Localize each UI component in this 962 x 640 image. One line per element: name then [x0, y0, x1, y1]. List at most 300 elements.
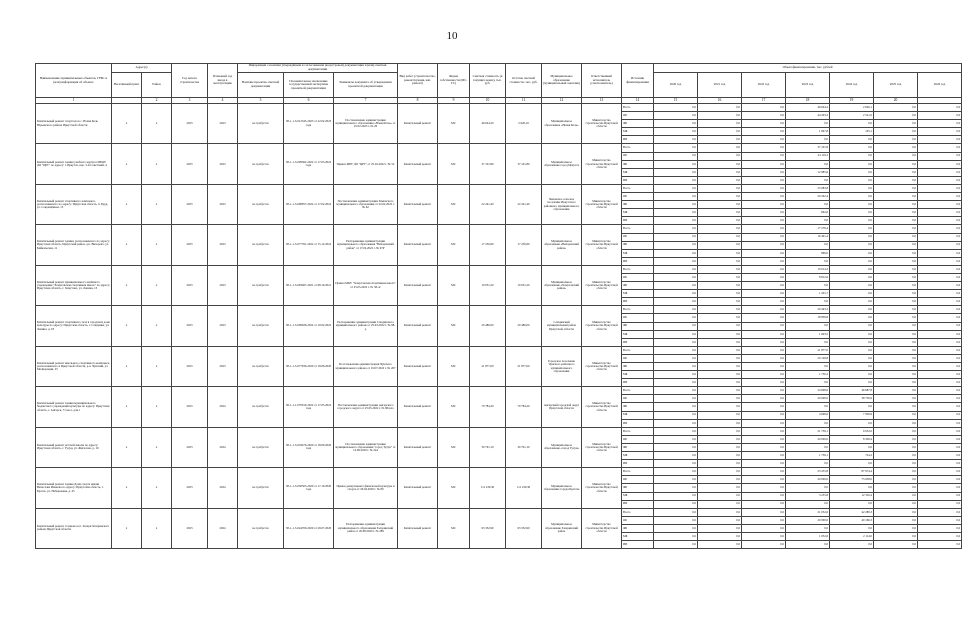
funding-value: 0,0	[698, 322, 742, 330]
funding-value: 0,0	[874, 435, 918, 443]
object-customer: Муниципальное образование «город Тулун»	[542, 427, 582, 467]
funding-value: 0,0	[654, 233, 698, 241]
funding-value: 1 847,8	[786, 128, 830, 136]
object-locality: х	[112, 184, 142, 224]
funding-value: 0,0	[698, 338, 742, 346]
object-approval-doc: Постановление администрации Зимовского муниципального образования от 22.02.2022 г. № 62	[334, 184, 398, 224]
funding-value: 0,0	[698, 306, 742, 314]
funding-value: 0,0	[918, 322, 962, 330]
object-year-start: 2023	[172, 144, 208, 184]
funding-value: 0,0	[830, 403, 874, 411]
object-customer: Муниципальное образование города Братска	[542, 468, 582, 508]
header-remaining: Остаток сметной стоимости, тыс. руб.	[506, 64, 542, 98]
funding-value: 0,0	[830, 419, 874, 427]
funding-value: 0,0	[830, 346, 874, 354]
funding-value: 0,0	[698, 120, 742, 128]
object-name: Капитальный ремонт здания, расположенного по адресу: Иркутская область, Иркутский район, д.п. Вихорево, ул. Байкальская, 11	[36, 225, 112, 265]
funding-value: 0,0	[786, 524, 830, 532]
funding-value: 0,0	[698, 176, 742, 184]
object-year-end: 2024	[208, 427, 238, 467]
funding-value: 0,0	[830, 273, 874, 281]
object-approval-doc: Приказ департамента физической культуры и спорта от 29.04.2020 г. № 80	[334, 468, 398, 508]
object-pd-status: не требуется	[238, 508, 284, 548]
funding-value: 0,0	[698, 330, 742, 338]
object-year-start: 2023	[172, 306, 208, 346]
object-capacity: 46 644,20	[470, 104, 506, 144]
funding-value: 0,0	[742, 314, 786, 322]
object-work-type: Капитальный ремонт	[398, 468, 438, 508]
funding-value: 0,0	[918, 492, 962, 500]
header-pd-status: Наличие проектно-сметной документации	[238, 73, 284, 98]
funding-value: 0,0	[830, 249, 874, 257]
funding-value: 0,0	[742, 508, 786, 516]
object-approval-doc: Постановление администрации муниципального образования "город Тулун" от 14.09.2020 г. № 244	[334, 427, 398, 467]
funding-value: 0,0	[918, 136, 962, 144]
funding-value: 0,0	[698, 209, 742, 217]
funding-value: 1 739,1	[786, 452, 830, 460]
object-ownership: МС	[438, 265, 470, 305]
funding-value: 2 114,0	[830, 532, 874, 540]
funding-value: 0,0	[698, 460, 742, 468]
funding-value: 0,0	[918, 452, 962, 460]
funding-value: 0,0	[742, 460, 786, 468]
funding-value: 0,0	[918, 403, 962, 411]
funding-value: 0,0	[874, 532, 918, 540]
funding-value: 0,0	[654, 136, 698, 144]
funding-value: 0,0	[698, 435, 742, 443]
funding-source: ОБ	[622, 152, 654, 160]
funding-source: Всего	[622, 346, 654, 354]
table-row	[36, 144, 962, 152]
funding-value: 0,0	[742, 516, 786, 524]
funding-value: 0,0	[918, 176, 962, 184]
funding-value: 0,0	[830, 306, 874, 314]
funding-value: 0,0	[742, 160, 786, 168]
funding-value: 0,0	[698, 160, 742, 168]
object-capacity: 30 791,10	[470, 427, 506, 467]
funding-value: 0,0	[918, 201, 962, 209]
funding-value: 0,0	[830, 233, 874, 241]
funding-source: ФБ	[622, 322, 654, 330]
funding-value: 0,0	[742, 532, 786, 540]
funding-value: 0,0	[874, 152, 918, 160]
funding-source: Всего	[622, 225, 654, 233]
funding-value: 0,0	[918, 435, 962, 443]
funding-value: 0,0	[654, 492, 698, 500]
funding-value: 0,0	[786, 338, 830, 346]
object-customer: Городское поселение Чунского районного муниципального образования	[542, 346, 582, 386]
funding-source: ИИ	[622, 136, 654, 144]
funding-value: 0,0	[918, 128, 962, 136]
funding-value: 0,0	[874, 460, 918, 468]
funding-value: 724,2	[830, 452, 874, 460]
funding-value: 0,0	[786, 443, 830, 451]
funding-value: 0,0	[654, 160, 698, 168]
funding-source: МБ	[622, 209, 654, 217]
object-year-end: 2023	[208, 225, 238, 265]
funding-value: 0,0	[874, 354, 918, 362]
funding-value: 0,0	[830, 290, 874, 298]
funding-source: ФБ	[622, 201, 654, 209]
funding-value: 0,0	[654, 468, 698, 476]
funding-value: 0,0	[786, 403, 830, 411]
object-district: х	[142, 225, 172, 265]
funding-source: ОБ	[622, 273, 654, 281]
funding-value: 0,0	[654, 265, 698, 273]
funding-source: МБ	[622, 249, 654, 257]
funding-source: ОБ	[622, 193, 654, 201]
object-year-start: 2023	[172, 225, 208, 265]
table-row	[36, 427, 962, 435]
funding-value: 0,0	[874, 395, 918, 403]
object-remaining: 17 250,60	[506, 225, 542, 265]
funding-value: 0,0	[786, 484, 830, 492]
object-ownership: МС	[438, 346, 470, 386]
funding-value: 0,0	[698, 492, 742, 500]
funding-value: 0,0	[698, 225, 742, 233]
object-approval-doc: Приказ МБУ ДО "ЦРТ" от 25.02.2022 г. № 52	[334, 144, 398, 184]
funding-source: ФБ	[622, 160, 654, 168]
header-address: Адрес(а)	[112, 64, 172, 73]
funding-value: 0,0	[918, 532, 962, 540]
funding-value: 0,0	[918, 354, 962, 362]
funding-value: 42 280,3	[830, 508, 874, 516]
column-index-cell: 3	[172, 98, 208, 104]
funding-value: 0,0	[830, 152, 874, 160]
object-district: х	[142, 306, 172, 346]
funding-value: 0,0	[874, 371, 918, 379]
funding-value: 0,0	[786, 241, 830, 249]
object-pd-status: не требуется	[238, 184, 284, 224]
object-pd-status: не требуется	[238, 306, 284, 346]
funding-value: 0,0	[918, 241, 962, 249]
funding-value: 87 974,4	[830, 468, 874, 476]
funding-value: 0,0	[918, 387, 962, 395]
funding-value: 0,0	[698, 265, 742, 273]
object-pd-status: не требуется	[238, 387, 284, 427]
object-approval-doc: Постановление администрации муниципального образования «Новая Кочь» от 25.02.2023 г. № 26	[334, 104, 398, 144]
funding-value: 0,0	[786, 379, 830, 387]
funding-value: 20 000,0	[786, 395, 830, 403]
funding-source: Всего	[622, 508, 654, 516]
funding-value: 0,0	[654, 112, 698, 120]
funding-value: 37 101,8	[786, 144, 830, 152]
funding-value: 0,0	[874, 452, 918, 460]
object-work-type: Капитальный ремонт	[398, 346, 438, 386]
funding-value: 0,0	[830, 484, 874, 492]
column-index-cell: 2	[142, 98, 172, 104]
funding-value: 0,0	[742, 209, 786, 217]
object-capacity: 37 101,80	[470, 144, 506, 184]
funding-value: 0,0	[918, 508, 962, 516]
funding-value: 0,0	[874, 338, 918, 346]
funding-value: 0,0	[918, 516, 962, 524]
funding-value: 20 000,0	[786, 476, 830, 484]
funding-source: ФБ	[622, 282, 654, 290]
funding-value: 0,0	[742, 225, 786, 233]
object-approval-doc: Распоряжение администрации муниципального образования Заларинский район от 20.08.2020 г. № 289	[334, 508, 398, 548]
object-work-type: Капитальный ремонт	[398, 387, 438, 427]
funding-value: 0,0	[698, 217, 742, 225]
funding-source: ИИ	[622, 500, 654, 508]
funding-value: 0,0	[918, 144, 962, 152]
header-locality: Населённый пункт	[112, 73, 142, 98]
funding-source: ИИ	[622, 541, 654, 549]
funding-value: 0,0	[698, 468, 742, 476]
column-index-cell: 17	[742, 98, 786, 104]
funding-value: 842,0	[786, 209, 830, 217]
funding-value: 0,0	[874, 298, 918, 306]
funding-value: 0,0	[654, 184, 698, 192]
object-year-start: 2023	[172, 346, 208, 386]
funding-value: 0,0	[918, 184, 962, 192]
object-grbs: Министерство строительства Иркутской области	[582, 508, 622, 548]
funding-source: ИИ	[622, 176, 654, 184]
funding-value: 20 242,4	[786, 193, 830, 201]
funding-value: 0,0	[874, 443, 918, 451]
funding-value: 0,0	[874, 468, 918, 476]
object-locality: х	[112, 387, 142, 427]
funding-value: 0,0	[698, 484, 742, 492]
funding-value: 23 255,8	[786, 468, 830, 476]
funding-value: 0,0	[874, 144, 918, 152]
funding-value: 0,0	[918, 249, 962, 257]
funding-value: 0,0	[654, 516, 698, 524]
funding-value: 0,0	[874, 411, 918, 419]
object-year-end: 2023	[208, 184, 238, 224]
funding-value: 0,0	[830, 136, 874, 144]
funding-value: 10 014,3	[786, 265, 830, 273]
object-approval-doc: Приказ МКУ "Хомутовская спортивная школа" от 25.05.2022 г. № 58-лс	[334, 265, 398, 305]
funding-value: 0,0	[742, 201, 786, 209]
funding-value: 0,0	[654, 379, 698, 387]
funding-value: 0,0	[830, 225, 874, 233]
table-row	[36, 468, 962, 476]
funding-value: 0,0	[874, 104, 918, 112]
object-customer: Зимовское сельское поселение Иркутского районного муниципального образования	[542, 184, 582, 224]
funding-value: 0,0	[742, 168, 786, 176]
object-remaining: 21 877,00	[506, 346, 542, 386]
funding-value: 0,0	[830, 160, 874, 168]
funding-value: 0,0	[874, 508, 918, 516]
funding-value: 0,0	[874, 379, 918, 387]
funding-value: 0,0	[874, 209, 918, 217]
funding-source: ОБ	[622, 476, 654, 484]
table-row	[36, 225, 962, 233]
object-remaining: 30 791,10	[506, 427, 542, 467]
funding-value: 0,0	[654, 322, 698, 330]
object-work-type: Капитальный ремонт	[398, 306, 438, 346]
funding-value: 0,0	[654, 395, 698, 403]
funding-source: ИИ	[622, 379, 654, 387]
object-approval-doc: Постановление администрации Чунского муниципального района от 19.07.2022 г. № 267	[334, 346, 398, 386]
funding-value: 0,0	[874, 403, 918, 411]
object-work-type: Капитальный ремонт	[398, 104, 438, 144]
funding-value: 0,0	[874, 541, 918, 549]
funding-value: 0,0	[698, 443, 742, 451]
object-capacity: 70 784,20	[470, 387, 506, 427]
funding-source: Всего	[622, 184, 654, 192]
funding-value: 0,0	[918, 411, 962, 419]
funding-value: 1 603,5	[786, 330, 830, 338]
funding-value: 0,0	[918, 209, 962, 217]
funding-value: 0,0	[742, 282, 786, 290]
funding-value: 0,0	[830, 217, 874, 225]
funding-value: 0,0	[874, 330, 918, 338]
funding-value: 0,0	[654, 338, 698, 346]
object-ownership: МС	[438, 184, 470, 224]
funding-value: 0,0	[918, 476, 962, 484]
funding-value: 0,0	[874, 241, 918, 249]
object-remaining: 20 480,00	[506, 306, 542, 346]
funding-value: 0,0	[918, 314, 962, 322]
funding-value: 0,0	[786, 460, 830, 468]
funding-value: 0,0	[874, 217, 918, 225]
funding-value: 0,0	[786, 201, 830, 209]
header-name: Наименование муниципальных объектов, ГРБС и (или) информация об объекте	[36, 64, 112, 98]
object-customer: Муниципальное образование Заларинский район	[542, 508, 582, 548]
funding-value: 0,0	[742, 233, 786, 241]
funding-value: 0,0	[786, 217, 830, 225]
funding-value: 0,0	[742, 443, 786, 451]
funding-value: 0,0	[698, 403, 742, 411]
object-ownership: МС	[438, 468, 470, 508]
funding-value: 0,0	[786, 160, 830, 168]
table-row	[36, 306, 962, 314]
object-work-type: Капитальный ремонт	[398, 225, 438, 265]
funding-value: 0,0	[918, 379, 962, 387]
funding-value: 0,0	[742, 395, 786, 403]
funding-source: ФБ	[622, 363, 654, 371]
object-pd-status: не требуется	[238, 427, 284, 467]
funding-value: 0,0	[654, 257, 698, 265]
funding-value: 0,0	[654, 363, 698, 371]
funding-value: 0,0	[830, 322, 874, 330]
funding-value: 0,0	[698, 363, 742, 371]
object-work-type: Капитальный ремонт	[398, 184, 438, 224]
funding-value: 0,0	[698, 104, 742, 112]
object-grbs: Министерство строительства Иркутской области	[582, 104, 622, 144]
object-year-end: 2023	[208, 265, 238, 305]
funding-value: 0,0	[742, 330, 786, 338]
object-locality: х	[112, 104, 142, 144]
funding-value: 0,0	[742, 217, 786, 225]
funding-value: 0,0	[654, 532, 698, 540]
object-district: х	[142, 184, 172, 224]
funding-source: ФБ	[622, 524, 654, 532]
funding-value: 0,0	[742, 452, 786, 460]
funding-value: 0,0	[698, 346, 742, 354]
header-docs-group: Информация о наличии утверждённой и согласованной (кадастровой) документации и (или) сметной документации	[238, 64, 398, 73]
object-work-type: Капитальный ремонт	[398, 144, 438, 184]
funding-value: 0,0	[830, 330, 874, 338]
object-locality: х	[112, 225, 142, 265]
funding-value: 0,0	[742, 290, 786, 298]
header-year: 2026 год	[918, 73, 962, 98]
object-pd-status: не требуется	[238, 144, 284, 184]
object-name: Капитальный ремонт здания муниципального бюджетного учреждения культуры по адресу: Иркутская область, г. Ангарск, 71 кв-л, дом 1	[36, 387, 112, 427]
object-district: х	[142, 427, 172, 467]
funding-value: 20 443,3	[786, 306, 830, 314]
object-locality: х	[112, 306, 142, 346]
object-capacity: 22 241,40	[470, 184, 506, 224]
object-remaining: 37 101,80	[506, 144, 542, 184]
funding-value: 0,0	[830, 193, 874, 201]
funding-value: 0,0	[698, 314, 742, 322]
funding-value: 1 201,7	[786, 290, 830, 298]
funding-value: 0,0	[742, 120, 786, 128]
funding-value: 0,0	[698, 411, 742, 419]
funding-value: 0,0	[742, 492, 786, 500]
funding-value: 0,0	[918, 330, 962, 338]
funding-value: 0,0	[918, 395, 962, 403]
funding-value: 0,0	[654, 411, 698, 419]
funding-value: 0,0	[698, 371, 742, 379]
funding-value: 8 328,4	[830, 435, 874, 443]
funding-value: 0,0	[918, 427, 962, 435]
funding-value: 0,0	[654, 524, 698, 532]
funding-value: 0,0	[698, 290, 742, 298]
funding-value: 0,0	[742, 363, 786, 371]
header-year: 2025 год	[874, 73, 918, 98]
funding-value: 0,0	[742, 298, 786, 306]
object-capacity: 17 250,60	[470, 225, 506, 265]
funding-value: 0,0	[742, 338, 786, 346]
funding-value: 0,0	[698, 128, 742, 136]
column-index-cell: 19	[830, 98, 874, 104]
funding-value: 0,0	[654, 476, 698, 484]
object-approval-doc: Постановление администрации Ангарского городского округа от 25.05.2022 г. № 904-па	[334, 387, 398, 427]
funding-value: 0,0	[698, 387, 742, 395]
funding-value: 0,0	[918, 363, 962, 371]
funding-value: 0,0	[742, 371, 786, 379]
funding-value: 0,0	[654, 306, 698, 314]
object-ownership: МС	[438, 508, 470, 548]
column-index-cell: 20	[874, 98, 918, 104]
object-year-start: 2023	[172, 104, 208, 144]
funding-value: 0,0	[654, 508, 698, 516]
object-customer: Муниципальное образование «Хомутовский район»	[542, 265, 582, 305]
funding-value: 0,0	[830, 541, 874, 549]
funding-value: 8 812,6	[786, 273, 830, 281]
funding-value: 0,0	[654, 354, 698, 362]
funding-value: 0,0	[698, 193, 742, 201]
funding-value: 0,0	[654, 419, 698, 427]
object-capacity: 63 332,90	[470, 508, 506, 548]
funding-value: 0,0	[874, 322, 918, 330]
header-year: 2021 год	[698, 73, 742, 98]
object-expertise: 38-1-1-3-008057-2022 от 17.02.2022	[284, 184, 334, 224]
funding-value: 0,0	[654, 330, 698, 338]
funding-value: 0,0	[654, 144, 698, 152]
funding-value: 0,0	[874, 524, 918, 532]
funding-value: 0,0	[830, 443, 874, 451]
funding-value: 0,0	[654, 460, 698, 468]
object-expertise: 38-1-1-3-009026-2022 от 10.02.2022	[284, 306, 334, 346]
object-customer: Слюдянский муниципальный район Иркутской области	[542, 306, 582, 346]
object-locality: х	[112, 346, 142, 386]
funding-value: 0,0	[918, 168, 962, 176]
object-work-type: Капитальный ремонт	[398, 427, 438, 467]
funding-value: 0,0	[698, 500, 742, 508]
object-name: Капитальный ремонт спортивного зала в городском доме культуры по адресу: Иркутская область, г. Слюдянка, ул. Ленина, д. 18	[36, 306, 112, 346]
funding-value: 0,0	[918, 524, 962, 532]
funding-value: 0,0	[918, 443, 962, 451]
funding-value: 20 126,8	[786, 354, 830, 362]
object-district: х	[142, 265, 172, 305]
column-index-cell: 11	[506, 98, 542, 104]
funding-value: 0,0	[786, 322, 830, 330]
